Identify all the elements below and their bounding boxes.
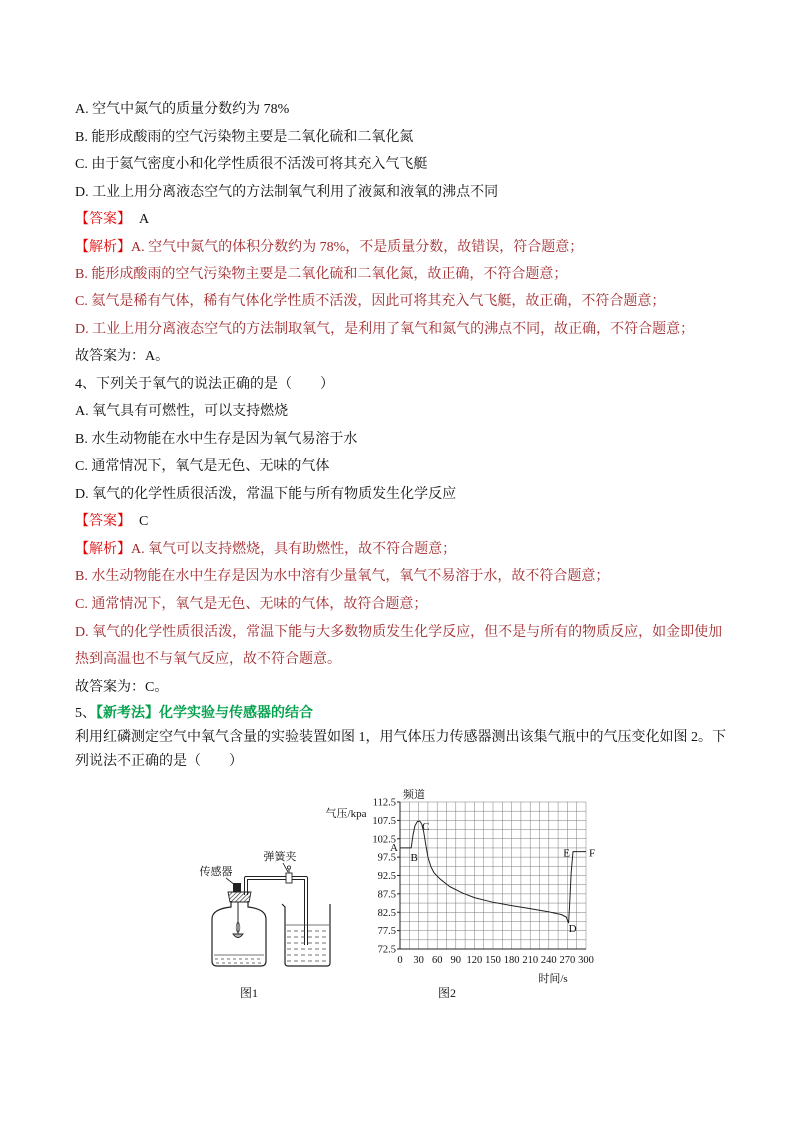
q4-answer <box>75 512 148 532</box>
figure-1-caption: 图1 <box>240 986 259 1000</box>
q3-answer <box>75 210 149 230</box>
analysis-text: A. 氧气可以支持燃烧，具有助燃性，故不符合题意； <box>131 542 457 557</box>
point-label-e: E <box>563 847 570 860</box>
x-tick-label: 120 <box>466 955 483 966</box>
x-tick-label: 240 <box>540 955 557 966</box>
x-tick-label: 210 <box>522 955 539 966</box>
chart-top-label: 频道 <box>403 789 425 801</box>
x-axis-title: 时间/s <box>538 973 568 985</box>
x-tick-label: 180 <box>503 955 520 966</box>
q4-analysis-line-a <box>75 540 456 560</box>
spring-clamp-label: 弹簧夹 <box>263 851 297 863</box>
q3-analysis-line-c: C. 氦气是稀有气体，稀有气体化学性质不活泼，因此可将其充入气飞艇，故正确，不符合题意； <box>75 294 666 309</box>
point-label-f: F <box>589 847 596 860</box>
answer-value: C <box>139 514 149 529</box>
point-label-b: B <box>410 851 418 864</box>
x-tick-label: 60 <box>431 955 443 966</box>
y-tick-label: 82.5 <box>377 907 396 919</box>
x-tick-label: 270 <box>559 955 576 966</box>
y-tick-label: 97.5 <box>377 852 396 864</box>
q5-number: 5、 <box>75 706 96 721</box>
q3-option-d: D. 工业上用分离液态空气的方法制氧气利用了液氮和液氧的沸点不同 <box>75 185 499 200</box>
q4-analysis-line-d: D. 氧气的化学性质很活泼，常温下能与大多数物质发生化学反应，但不是与所有的物质反应，如金即使加 <box>75 625 723 640</box>
q5-stem-line-1: 利用红磷测定空气中氧气含量的实验装置如图 1，用气体压力传感器测出该集气瓶中的气压变化如图 2。下 <box>75 730 726 745</box>
combustion-spoon-icon <box>233 902 243 938</box>
spring-clamp-icon <box>286 866 292 883</box>
q3-conclusion: 故答案为：A。 <box>75 349 170 364</box>
figure-1-apparatus <box>190 845 336 980</box>
point-label-d: D <box>568 922 577 935</box>
y-tick-label: 102.5 <box>372 834 396 846</box>
y-axis-title: 气压/kpa <box>325 808 367 820</box>
glass-tube-inner <box>246 878 306 945</box>
plot-layer <box>372 798 595 967</box>
q3-option-a: A. 空气中氮气的质量分数约为 78% <box>75 102 290 117</box>
x-tick-label: 300 <box>578 955 594 966</box>
y-tick-label: 87.5 <box>377 889 396 901</box>
q5-header <box>75 704 313 724</box>
y-tick-label: 107.5 <box>372 815 396 827</box>
y-tick-label: 92.5 <box>377 871 396 882</box>
x-tick-label: 90 <box>450 955 462 966</box>
q4-conclusion: 故答案为：C。 <box>75 680 169 695</box>
sensor-label: 传感器 <box>199 866 233 878</box>
q4-analysis-line-c: C. 通常情况下，氧气是无色、无味的气体，故符合题意； <box>75 597 428 612</box>
q3-option-b: B. 能形成酸雨的空气污染物主要是二氧化硫和二氧化氮 <box>75 130 414 145</box>
x-tick-label: 150 <box>485 955 501 966</box>
rubber-stopper <box>228 892 251 902</box>
gas-collecting-jar <box>212 901 266 966</box>
jar-water <box>214 955 264 963</box>
figure-2-caption: 图2 <box>438 986 457 1000</box>
q4-stem: 4、下列关于氧气的说法正确的是（ ） <box>75 377 334 392</box>
q3-analysis-line-a <box>75 238 583 258</box>
figure-2-pressure-chart <box>320 785 605 990</box>
q4-option-d: D. 氧气的化学性质很活泼，常温下能与所有物质发生化学反应 <box>75 487 457 502</box>
x-tick-label: 0 <box>397 955 403 966</box>
q5-stem-line-2: 列说法不正确的是（ ） <box>75 754 243 769</box>
analysis-label: 【解析】 <box>75 240 131 255</box>
point-label-c: C <box>422 821 430 834</box>
q5-tag: 【新考法】 <box>96 706 159 721</box>
q5-topic: 化学实验与传感器的结合 <box>159 706 313 721</box>
glass-tube-outer <box>246 878 306 945</box>
q4-analysis-line-b: B. 水生动物能在水中生存是因为水中溶有少量氧气，氧气不易溶于水，故不符合题意； <box>75 569 610 584</box>
q3-analysis-line-b: B. 能形成酸雨的空气污染物主要是二氧化硫和二氧化氮，故正确，不符合题意； <box>75 267 568 282</box>
answer-label: 【答案】 <box>75 514 131 529</box>
y-tick-label: 72.5 <box>377 944 396 956</box>
point-label-a: A <box>390 841 398 854</box>
q4-analysis-line-d-cont: 热到高温也不与氧气反应，故不符合题意。 <box>75 652 341 667</box>
pressure-sensor-icon <box>233 883 241 892</box>
q4-option-c: C. 通常情况下，氧气是无色、无味的气体 <box>75 459 330 474</box>
answer-value: A <box>139 212 150 227</box>
x-tick-label: 30 <box>413 955 424 966</box>
y-tick-label: 112.5 <box>372 797 396 809</box>
q3-analysis-line-d: D. 工业上用分离液态空气的方法制取氧气，是利用了氧气和氮气的沸点不同，故正确，不符合题意； <box>75 322 695 337</box>
analysis-label: 【解析】 <box>75 542 131 557</box>
analysis-text: A. 空气中氮气的体积分数约为 78%，不是质量分数，故错误，符合题意； <box>131 240 584 255</box>
q3-option-c: C. 由于氦气密度小和化学性质很不活泼可将其充入气飞艇 <box>75 157 428 172</box>
answer-label: 【答案】 <box>75 212 131 227</box>
q4-option-a: A. 氧气具有可燃性，可以支持燃烧 <box>75 404 289 419</box>
q4-option-b: B. 水生动物能在水中生存是因为氧气易溶于水 <box>75 432 358 447</box>
y-tick-label: 77.5 <box>377 926 396 938</box>
